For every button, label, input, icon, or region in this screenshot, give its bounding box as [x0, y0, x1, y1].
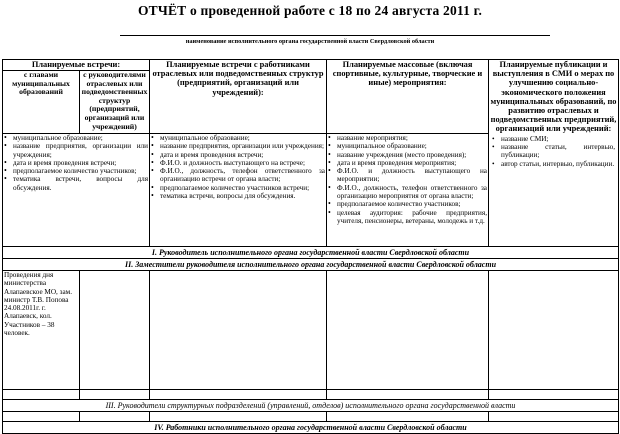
empty-cell — [80, 271, 150, 390]
list-item: • тематика встречи, вопросы для обсуждения. — [4, 175, 148, 192]
publications-list — [490, 134, 617, 169]
list-item: • предполагаемое количество участников; — [328, 200, 487, 208]
list-item: • муниципальное образование; — [4, 134, 148, 142]
list-item: • название СМИ; — [492, 134, 549, 143]
list-item: • название статьи, интервью, публикации; — [492, 142, 615, 160]
publications-header — [489, 60, 619, 247]
section-heading-1: I. Руководитель исполнительного органа государственной власти Свердловской области — [3, 247, 619, 259]
header-row — [3, 60, 619, 71]
empty-cell — [150, 390, 327, 400]
list-item: • дата и время проведения встречи; — [4, 159, 148, 167]
publications-header-text: Планируемые публикации и выступления в СМИ о мерах по улучшению социально-экономического положения муниципальных образований, по развитию отраслевых и подведомственных предприятий, организаций или учреждений: — [490, 60, 617, 134]
list-item: • дата и время проведения встречи; — [151, 151, 325, 159]
branch-meetings-header: Планируемые встречи с работниками отраслевых или подведомственных структур (предприятий, организаций или учреждений): — [150, 60, 327, 134]
title-underline — [120, 35, 550, 36]
list-item: • предполагаемое количество участников; — [4, 167, 148, 175]
empty-cell — [3, 390, 80, 400]
table-row — [3, 390, 619, 400]
list-item: • Ф.И.О., должность, телефон ответственного за организацию мероприятия от органа власти; — [328, 184, 487, 201]
empty-cell — [489, 412, 619, 422]
section-heading-3: III. Руководители структурных подразделений (управлений, отделов) исполнительного органа государственной власти — [3, 400, 619, 412]
section-row — [3, 247, 619, 259]
empty-cell — [327, 271, 489, 390]
list-item: • Ф.И.О. и должность выступающего на встрече; — [151, 159, 325, 167]
list-item: • название предприятия, организации или учреждения; — [151, 142, 325, 150]
entry-cell: Проведения дня министерства Алапаевское МО, зам. министр Т.В. Попова 24.08.2011г. г. Алапаевск, кол. Участников – 38 человек. — [3, 271, 80, 390]
section-row — [3, 400, 619, 412]
table-row — [3, 271, 619, 390]
list-item: • предполагаемое количество участников встречи; — [151, 184, 325, 192]
empty-cell — [80, 412, 150, 422]
empty-cell — [80, 390, 150, 400]
list-item: • название учреждения (место проведения); — [328, 151, 487, 159]
list-item: • название предприятия, организации или учреждения; — [4, 142, 148, 159]
empty-cell — [489, 390, 619, 400]
section-row — [3, 422, 619, 434]
list-item: • название мероприятия; — [328, 134, 487, 142]
list-item: • автор статьи, интервью, публикации. — [492, 159, 615, 168]
table-row — [3, 412, 619, 422]
organ-caption: наименование исполнительного органа государственной власти Свердловской области — [185, 38, 435, 45]
empty-cell — [489, 271, 619, 390]
section-heading-2: II. Заместители руководителя исполнительного органа государственной власти Свердловской области — [3, 259, 619, 271]
section-heading-4: IV. Работники исполнительного органа государственной власти Свердловской области — [3, 422, 619, 434]
empty-cell — [150, 271, 327, 390]
empty-cell — [327, 412, 489, 422]
meetings-header: Планируемые встречи: — [3, 60, 150, 71]
empty-cell — [3, 412, 80, 422]
list-item: • Ф.И.О., должность, телефон ответственного за организацию встречи от органа власти; — [151, 167, 325, 184]
branch-meetings-items — [150, 134, 327, 247]
empty-cell — [150, 412, 327, 422]
mass-events-header: Планируемые массовые (включая спортивные, культурные, творческие и иные) мероприятия: — [327, 60, 489, 134]
report-title: ОТЧЁТ о проведенной работе с 18 по 24 августа 2011 г. — [137, 3, 483, 18]
list-item: • дата и время проведения мероприятия; — [328, 159, 487, 167]
list-item: • тематика встречи, вопросы для обсуждения. — [151, 192, 325, 200]
empty-cell — [327, 390, 489, 400]
list-item: • муниципальное образование; — [151, 134, 325, 142]
meetings-items — [3, 134, 150, 247]
meetings-heads-header: с главами муниципальных образований — [3, 71, 80, 134]
section-row — [3, 259, 619, 271]
meetings-leaders-header: с руководителями отраслевых или подведомственных структур (предприятий, организаций или учреждений) — [80, 71, 150, 134]
list-item: • целевая аудитория: рабочие предприятия, учителя, пенсионеры, ветераны, молодежь и т.д. — [328, 209, 487, 226]
report-table — [2, 59, 619, 434]
mass-events-items — [327, 134, 489, 247]
list-item: • Ф.И.О. и должность выступающего на мероприятии; — [328, 167, 487, 184]
list-item: • муниципальное образование; — [328, 142, 487, 150]
